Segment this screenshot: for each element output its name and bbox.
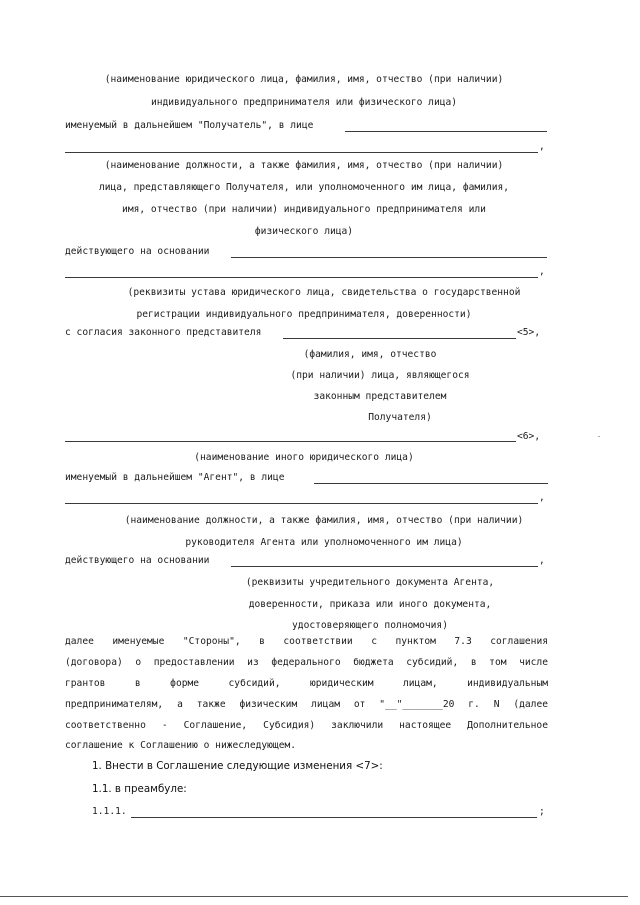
body-paragraph-line-4: предпринимателям, а также физическим лицам от "__"_______20 г. N (далее	[65, 699, 548, 710]
caption-document-line-1: (реквизиты учредительного документа Агента,	[245, 577, 495, 588]
body-paragraph-line-2: (договора) о предоставлении из федерального бюджета субсидий, в том числе	[65, 657, 548, 668]
caption-charter-line-2: регистрации индивидуального предпринимателя, доверенности)	[136, 309, 472, 320]
caption-position-line-3: имя, отчество (при наличии) индивидуального предпринимателя или	[122, 204, 486, 215]
body-paragraph-line-3: грантов в форме субсидий, юридическим лицам, индивидуальным	[65, 678, 548, 689]
body-paragraph-line-1: далее именуемые "Стороны", в соответствии с пунктом 7.3 соглашения	[65, 636, 548, 647]
agent-representative-blank[interactable]	[314, 483, 548, 484]
acting-basis-blank[interactable]	[231, 257, 547, 258]
comma: ,	[539, 555, 545, 566]
caption-representative-line-3: законным представителем	[313, 391, 447, 402]
comma: ,	[539, 492, 545, 503]
caption-position-line-4: физического лица)	[254, 226, 354, 237]
recipient-named-text: именуемый в дальнейшем "Получатель", в лице	[65, 120, 314, 131]
agent-named-text: именуемый в дальнейшем "Агент", в лице	[65, 472, 285, 483]
body-paragraph-line-6: соглашение к Соглашению о нижеследующем.	[65, 740, 297, 751]
preamble-change-blank[interactable]	[131, 817, 537, 818]
caption-other-organization: (наименование иного юридического лица)	[194, 452, 414, 463]
footnote-ref-6: <6>,	[517, 431, 541, 442]
caption-document-line-3: удостоверяющего полномочия)	[292, 620, 448, 631]
acting-basis-text: действующего на основании	[65, 246, 210, 257]
caption-representative-line-1: (фамилия, имя, отчество	[303, 349, 437, 360]
footnote-ref-5: <5>,	[517, 327, 541, 338]
amendments-item-1-1-1: 1.1.1.	[92, 806, 127, 817]
recipient-representative-blank-2[interactable]	[65, 152, 538, 153]
recipient-representative-blank[interactable]	[345, 131, 547, 132]
acting-basis-text-2: действующего на основании	[65, 555, 210, 566]
body-paragraph-line-5: соответственно - Соглашение, Субсидия) заключили настоящее Дополнительное	[65, 720, 548, 731]
comma: ,	[539, 141, 545, 152]
caption-document-line-2: доверенности, приказа или иного документа,	[248, 599, 492, 610]
amendments-item-1: 1. Внести в Соглашение следующие изменения <7>:	[92, 760, 383, 772]
caption-charter-line-1: (реквизиты устава юридического лица, свидетельства о государственной	[127, 287, 521, 298]
amendments-item-1-1: 1.1. в преамбуле:	[92, 783, 187, 795]
caption-representative-line-2: (при наличии) лица, являющегося	[290, 370, 470, 381]
agent-basis-blank[interactable]	[231, 566, 538, 567]
agent-representative-blank-2[interactable]	[65, 503, 538, 504]
caption-organization-line-2: индивидуального предпринимателя или физического лица)	[150, 97, 458, 108]
caption-position-line-2: лица, представляющего Получателя, или уполномоченного им лица, фамилия,	[98, 182, 510, 193]
legal-representative-blank[interactable]	[283, 338, 516, 339]
caption-organization-line-1: (наименование юридического лица, фамилия, имя, отчество (при наличии)	[104, 74, 504, 85]
consent-representative-text: с согласия законного представителя	[65, 327, 262, 338]
comma: ,	[539, 266, 545, 277]
caption-agent-line-1: (наименование должности, а также фамилия, имя, отчество (при наличии)	[124, 515, 524, 526]
acting-basis-blank-2[interactable]	[65, 277, 538, 278]
caption-agent-line-2: руководителя Агента или уполномоченного им лица)	[185, 537, 463, 548]
other-organization-blank[interactable]	[65, 441, 516, 442]
semicolon: ;	[539, 806, 545, 817]
margin-mark	[598, 436, 600, 437]
caption-position-line-1: (наименование должности, а также фамилия, имя, отчество (при наличии)	[104, 160, 504, 171]
page-bottom-divider	[0, 896, 628, 897]
caption-representative-line-4: Получателя)	[368, 412, 432, 423]
